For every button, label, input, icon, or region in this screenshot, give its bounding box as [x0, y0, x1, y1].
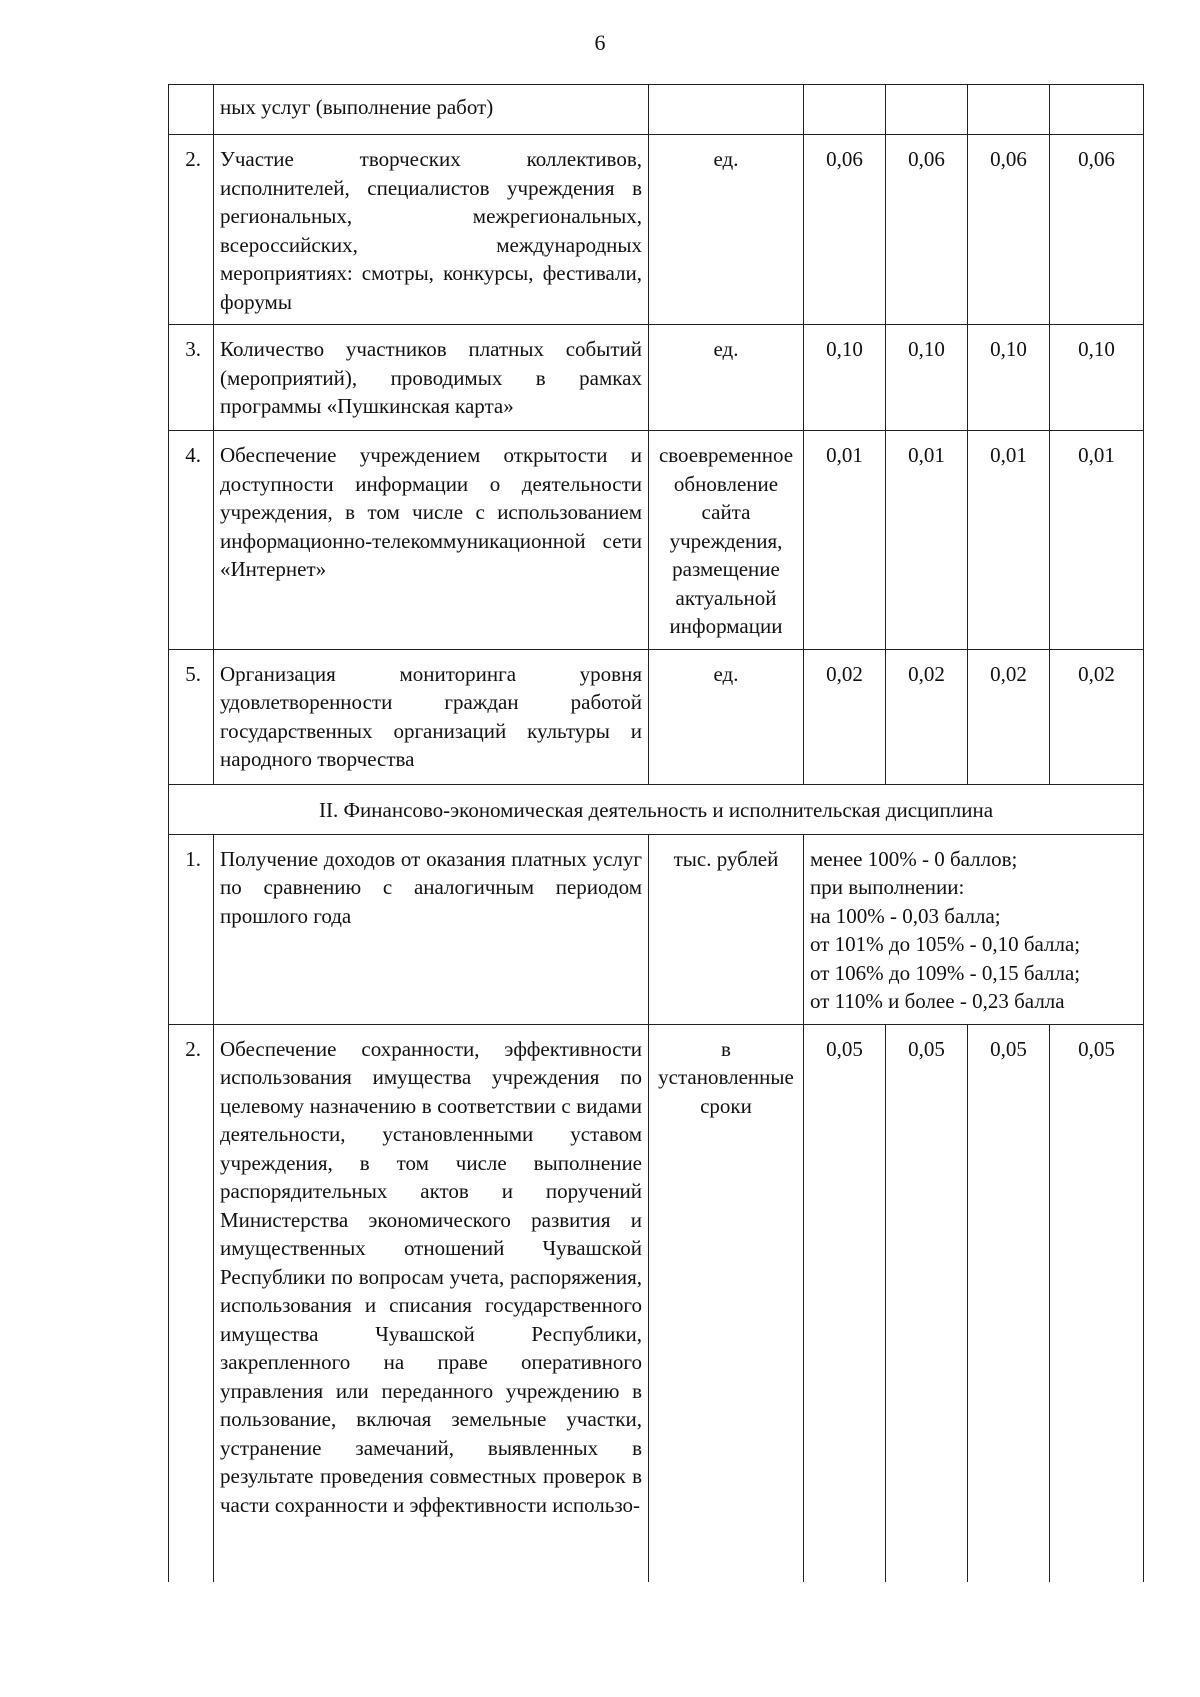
unit-cell: ед. [649, 325, 804, 431]
table-row [169, 1024, 1144, 1582]
row-number: 1. [169, 834, 214, 1024]
unit-cell [649, 85, 804, 135]
criterion-text: Получение доходов от оказания платных услуг по сравнению с аналогичным периодом прошлого года [214, 834, 649, 1024]
scale-line: от 110% и более - 0,23 балла [810, 989, 1065, 1013]
value-cell: 0,10 [804, 325, 886, 431]
scale-line: от 106% до 109% - 0,15 балла; [810, 960, 1081, 985]
value-cell: 0,02 [968, 649, 1050, 784]
value-cell [886, 85, 968, 135]
criterion-text: Обеспечение сохранности, эффективности использования имущества учреждения по целевому назначению в соответствии с видами деятельности, установленными уставом учреждения, в том числе выполнение распорядительных актов и поручений Министерства экономического развития и имущественных отношений Чувашской Республики по вопросам учета, распоряжения, использования и списания государственного имущества Чувашской Республики, закрепленного на праве оперативного управления или переданного учреждению в пользование, включая земельные участки, устранение замечаний, выявленных в результате проведения совместных проверок в части сохранности и эффективности использо- [214, 1024, 649, 1582]
criterion-text: Организация мониторинга уровня удовлетворенности граждан работой государственных организаций культуры и народного творчества [214, 649, 649, 784]
unit-cell: в установленные сроки [649, 1024, 804, 1582]
scale-line: от 101% до 105% - 0,10 балла; [810, 932, 1081, 956]
row-number: 2. [169, 135, 214, 325]
value-cell: 0,05 [886, 1024, 968, 1582]
table-row [169, 135, 1144, 325]
value-cell: 0,06 [968, 135, 1050, 325]
value-cell: 0,05 [804, 1024, 886, 1582]
value-cell: 0,01 [804, 431, 886, 650]
criterion-text: Количество участников платных событий (мероприятий), проводимых в рамках программы «Пушкинская карта» [214, 325, 649, 431]
criterion-text: ных услуг (выполнение работ) [214, 85, 649, 135]
criterion-text: Участие творческих коллективов, исполнителей, специалистов учреждения в региональных, межрегиональных, всероссийских, международных мероприятиях: смотры, конкурсы, фестивали, форумы [214, 135, 649, 325]
unit-cell: своевременное обновление сайта учреждения, размещение актуальной информации [649, 431, 804, 650]
value-cell: 0,01 [968, 431, 1050, 650]
value-cell: 0,05 [1050, 1024, 1144, 1582]
unit-cell: ед. [649, 135, 804, 325]
page-number: 6 [594, 30, 606, 55]
row-number: 4. [169, 431, 214, 650]
value-cell: 0,02 [1050, 649, 1144, 784]
unit-cell: ед. [649, 649, 804, 784]
row-number: 2. [169, 1024, 214, 1582]
value-cell: 0,10 [886, 325, 968, 431]
row-number: 5. [169, 649, 214, 784]
table-row [169, 649, 1144, 784]
value-cell [804, 85, 886, 135]
value-cell: 0,10 [968, 325, 1050, 431]
value-cell [968, 85, 1050, 135]
scale-line: при выполнении: [810, 875, 965, 899]
value-cell: 0,06 [1050, 135, 1144, 325]
criteria-table [168, 84, 1144, 1582]
value-cell: 0,02 [804, 649, 886, 784]
table-row [169, 431, 1144, 650]
scoring-scale [804, 834, 1144, 1024]
value-cell: 0,06 [886, 135, 968, 325]
table-row [169, 834, 1144, 1024]
row-number [169, 85, 214, 135]
value-cell [1050, 85, 1144, 135]
section-title: II. Финансово-экономическая деятельность и исполнительская дисциплина [169, 784, 1144, 834]
value-cell: 0,02 [886, 649, 968, 784]
table-row [169, 325, 1144, 431]
criterion-text: Обеспечение учреждением открытости и доступности информации о деятельности учреждения, в том числе с использованием информационно-телекоммуникационной сети «Интернет» [214, 431, 649, 650]
scale-line: менее 100% - 0 баллов; [810, 846, 1018, 871]
scale-line: на 100% - 0,03 балла; [810, 903, 1001, 928]
value-cell: 0,06 [804, 135, 886, 325]
value-cell: 0,10 [1050, 325, 1144, 431]
unit-cell: тыс. рублей [649, 834, 804, 1024]
section-header-row [169, 784, 1144, 834]
row-number: 3. [169, 325, 214, 431]
table-row-continuation [169, 85, 1144, 135]
value-cell: 0,01 [886, 431, 968, 650]
value-cell: 0,05 [968, 1024, 1050, 1582]
value-cell: 0,01 [1050, 431, 1144, 650]
